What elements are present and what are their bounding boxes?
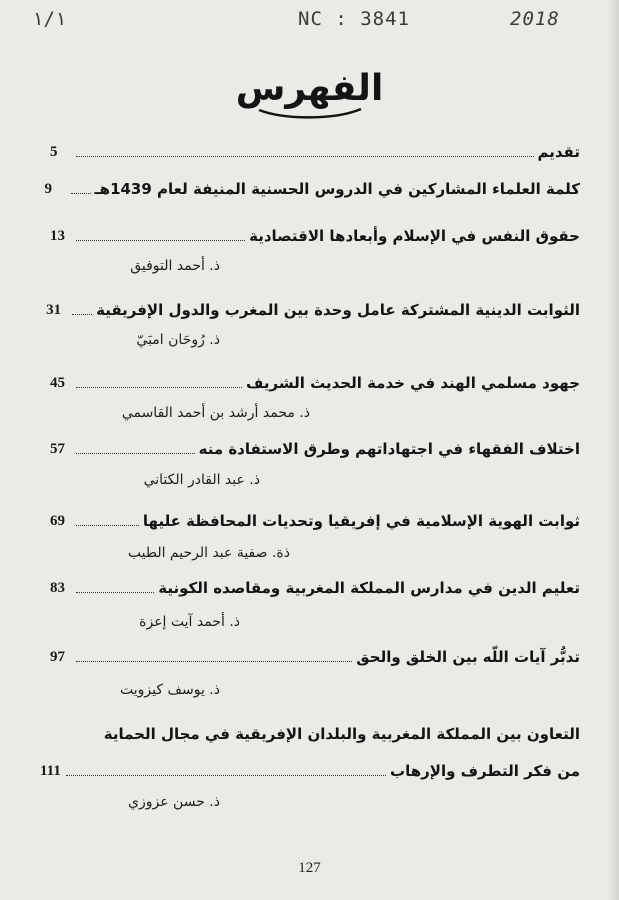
- toc-entry-author: ذ. حسن عزوزي: [128, 794, 220, 810]
- toc-entry-title: ثوابت الهوية الإسلامية في إفريقيا وتحديات المحافظة عليها: [142, 512, 580, 530]
- toc-entry-title: التعاون بين المملكة المغربية والبلدان الإفريقية في مجال الحماية: [103, 725, 580, 743]
- toc-entry[interactable]: [50, 435, 580, 461]
- toc-entry-title-line2: من فكر التطرف والإرهاب: [390, 762, 580, 780]
- toc-entry[interactable]: [50, 369, 580, 395]
- toc-entry-page: 69: [50, 513, 65, 529]
- toc-entry-page: 5: [50, 144, 58, 160]
- toc-entry[interactable]: [50, 507, 580, 533]
- toc-entry-author: ذ. رُوحَان امبَيّ: [136, 332, 220, 348]
- toc-entry-title: الثوابت الدينية المشتركة عامل وحدة بين المغرب والدول الإفريقية: [96, 301, 580, 319]
- toc-entry-title: تعليم الدين في مدارس المملكة المغربية ومقاصده الكونية: [158, 579, 580, 597]
- toc-entry-page: 13: [50, 228, 65, 244]
- toc-entry-title: اختلاف الفقهاء في اجتهاداتهم وطرق الاستفادة منه: [198, 440, 580, 458]
- toc-entry-page: 9: [44, 181, 53, 197]
- toc-entry-title: تقديم: [537, 143, 580, 161]
- toc-entry-page: 111: [40, 763, 61, 779]
- toc-entry[interactable]: [50, 643, 580, 669]
- toc-entry-title: حقوق النفس في الإسلام وأبعادها الاقتصادية: [249, 227, 580, 245]
- toc-entry[interactable]: [50, 574, 580, 600]
- handwritten-year: 2018: [510, 8, 560, 30]
- page-title-text: الفهرس: [235, 68, 384, 109]
- toc-entry[interactable]: [50, 222, 580, 248]
- toc-entry-author: ذ. أحمد آيت إعزة: [139, 614, 240, 630]
- toc-entry[interactable]: [46, 296, 580, 322]
- toc-leader-dots: [71, 193, 91, 194]
- toc-leader-dots: [76, 453, 195, 454]
- toc-entry[interactable]: [44, 175, 580, 201]
- toc-entry-author: ذ. أحمد التوفيق: [130, 258, 220, 274]
- toc-entry[interactable]: [50, 138, 580, 164]
- toc-entry-page: 57: [50, 441, 65, 457]
- toc-entry-page: 31: [46, 302, 62, 318]
- toc-leader-dots: [76, 156, 534, 157]
- toc-leader-dots: [72, 314, 92, 315]
- toc-entry-author: ذ. عبد القادر الكتاني: [143, 472, 260, 488]
- toc-leader-dots: [76, 387, 242, 388]
- toc-entry-title: كلمة العلماء المشاركين في الدروس الحسنية المنيفة لعام 1439هـ: [94, 180, 580, 198]
- toc-entry-title: جهود مسلمي الهند في خدمة الحديث الشريف: [246, 374, 580, 392]
- handwritten-catalog-number: NC : 3841: [298, 8, 410, 30]
- toc-entry-title: تدبُّر آيات اللّه بين الخلق والحق: [356, 648, 580, 666]
- toc-leader-dots: [76, 661, 352, 662]
- footer-page-number: 127: [298, 860, 321, 876]
- toc-entry-page: 45: [50, 375, 65, 391]
- toc-leader-dots: [76, 592, 154, 593]
- toc-entry-author: ذة. صفية عبد الرحيم الطيب: [127, 545, 290, 561]
- toc-entry[interactable]: [40, 757, 580, 783]
- toc-entry-first-line[interactable]: [50, 720, 580, 746]
- toc-entry-page: 83: [50, 580, 65, 596]
- toc-leader-dots: [76, 525, 139, 526]
- toc-leader-dots: [66, 775, 386, 776]
- toc-entry-author: ذ. محمد أرشد بن أحمد القاسمي: [121, 405, 310, 421]
- toc-leader-dots: [76, 240, 245, 241]
- handwritten-folio: ١/١: [32, 8, 67, 30]
- toc-entry-page: 97: [50, 649, 65, 665]
- toc-entry-author: ذ. يوسف كيزويت: [120, 682, 220, 698]
